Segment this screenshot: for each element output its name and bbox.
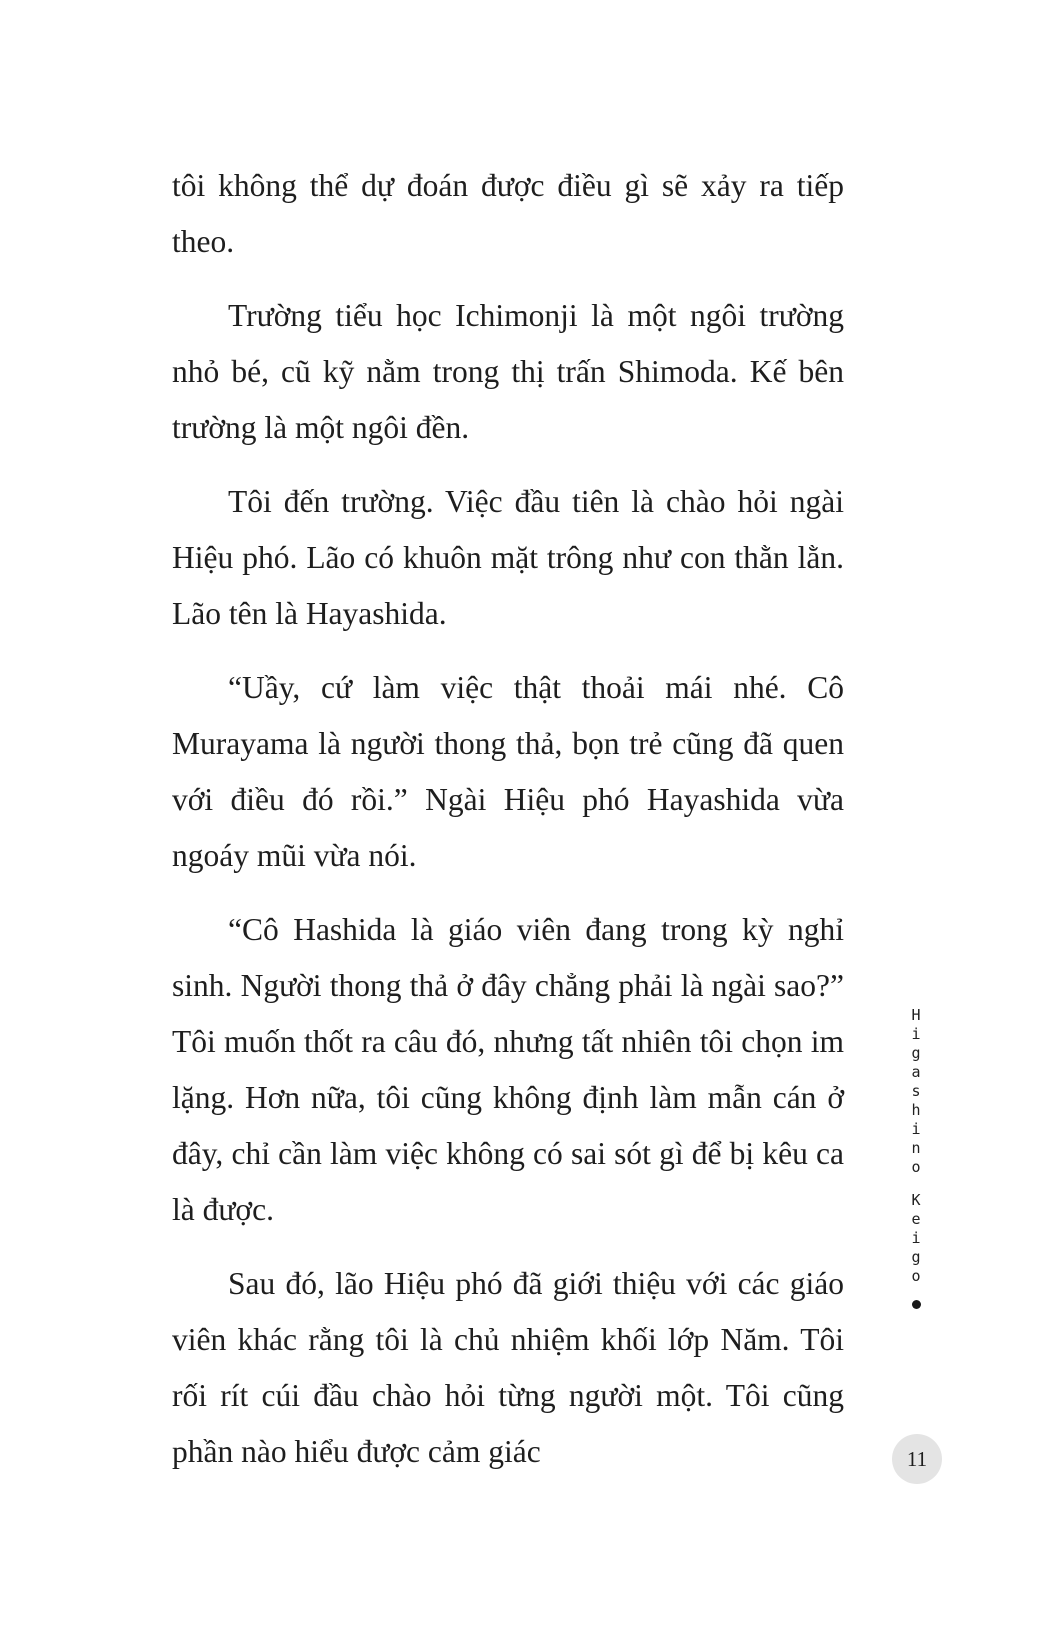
paragraph: Trường tiểu học Ichimonji là một ngôi trường nhỏ bé, cũ kỹ nằm trong thị trấn Shimoda. Kế bên trường là một ngôi đền. <box>172 298 844 445</box>
paragraph: Sau đó, lão Hiệu phó đã giới thiệu với các giáo viên khác rằng tôi là chủ nhiệm khối lớp Năm. Tôi rối rít cúi đầu chào hỏi từng người một. Tôi cũng phần nào hiểu được cảm giác <box>172 1266 844 1469</box>
author-letter: i <box>911 1229 921 1247</box>
author-letter: H <box>911 1006 921 1024</box>
author-running-header <box>904 1006 928 1309</box>
author-letter: i <box>911 1120 921 1138</box>
author-letter: g <box>911 1044 921 1062</box>
author-letter: i <box>911 1025 921 1043</box>
page-number: 11 <box>892 1434 942 1484</box>
author-letter: s <box>911 1082 921 1100</box>
author-letter: o <box>911 1158 921 1176</box>
author-letter: K <box>911 1191 921 1209</box>
author-letter: n <box>911 1139 921 1157</box>
author-letter: g <box>911 1248 921 1266</box>
paragraph: Tôi đến trường. Việc đầu tiên là chào hỏi ngài Hiệu phó. Lão có khuôn mặt trông như con thằn lằn. Lão tên là Hayashida. <box>172 484 844 631</box>
author-letter: h <box>911 1101 921 1119</box>
paragraph-continued: tôi không thể dự đoán được điều gì sẽ xảy ra tiếp theo. <box>172 168 844 259</box>
body-text <box>172 158 844 1498</box>
paragraph: “Uầy, cứ làm việc thật thoải mái nhé. Cô Murayama là người thong thả, bọn trẻ cũng đã quen với điều đó rồi.” Ngài Hiệu phó Hayashida vừa ngoáy mũi vừa nói. <box>172 670 844 873</box>
author-letter: o <box>911 1267 921 1285</box>
author-first-name <box>911 1006 920 1177</box>
author-letter: e <box>911 1210 921 1228</box>
bullet-dot <box>912 1300 921 1309</box>
author-letter: a <box>911 1063 921 1081</box>
author-last-name <box>911 1191 920 1286</box>
paragraph: “Cô Hashida là giáo viên đang trong kỳ nghỉ sinh. Người thong thả ở đây chẳng phải là ngài sao?” Tôi muốn thốt ra câu đó, nhưng tất nhiên tôi chọn im lặng. Hơn nữa, tôi cũng không định làm mẫn cán ở đây, chỉ cần làm việc không có sai sót gì để bị kêu ca là được. <box>172 912 844 1227</box>
